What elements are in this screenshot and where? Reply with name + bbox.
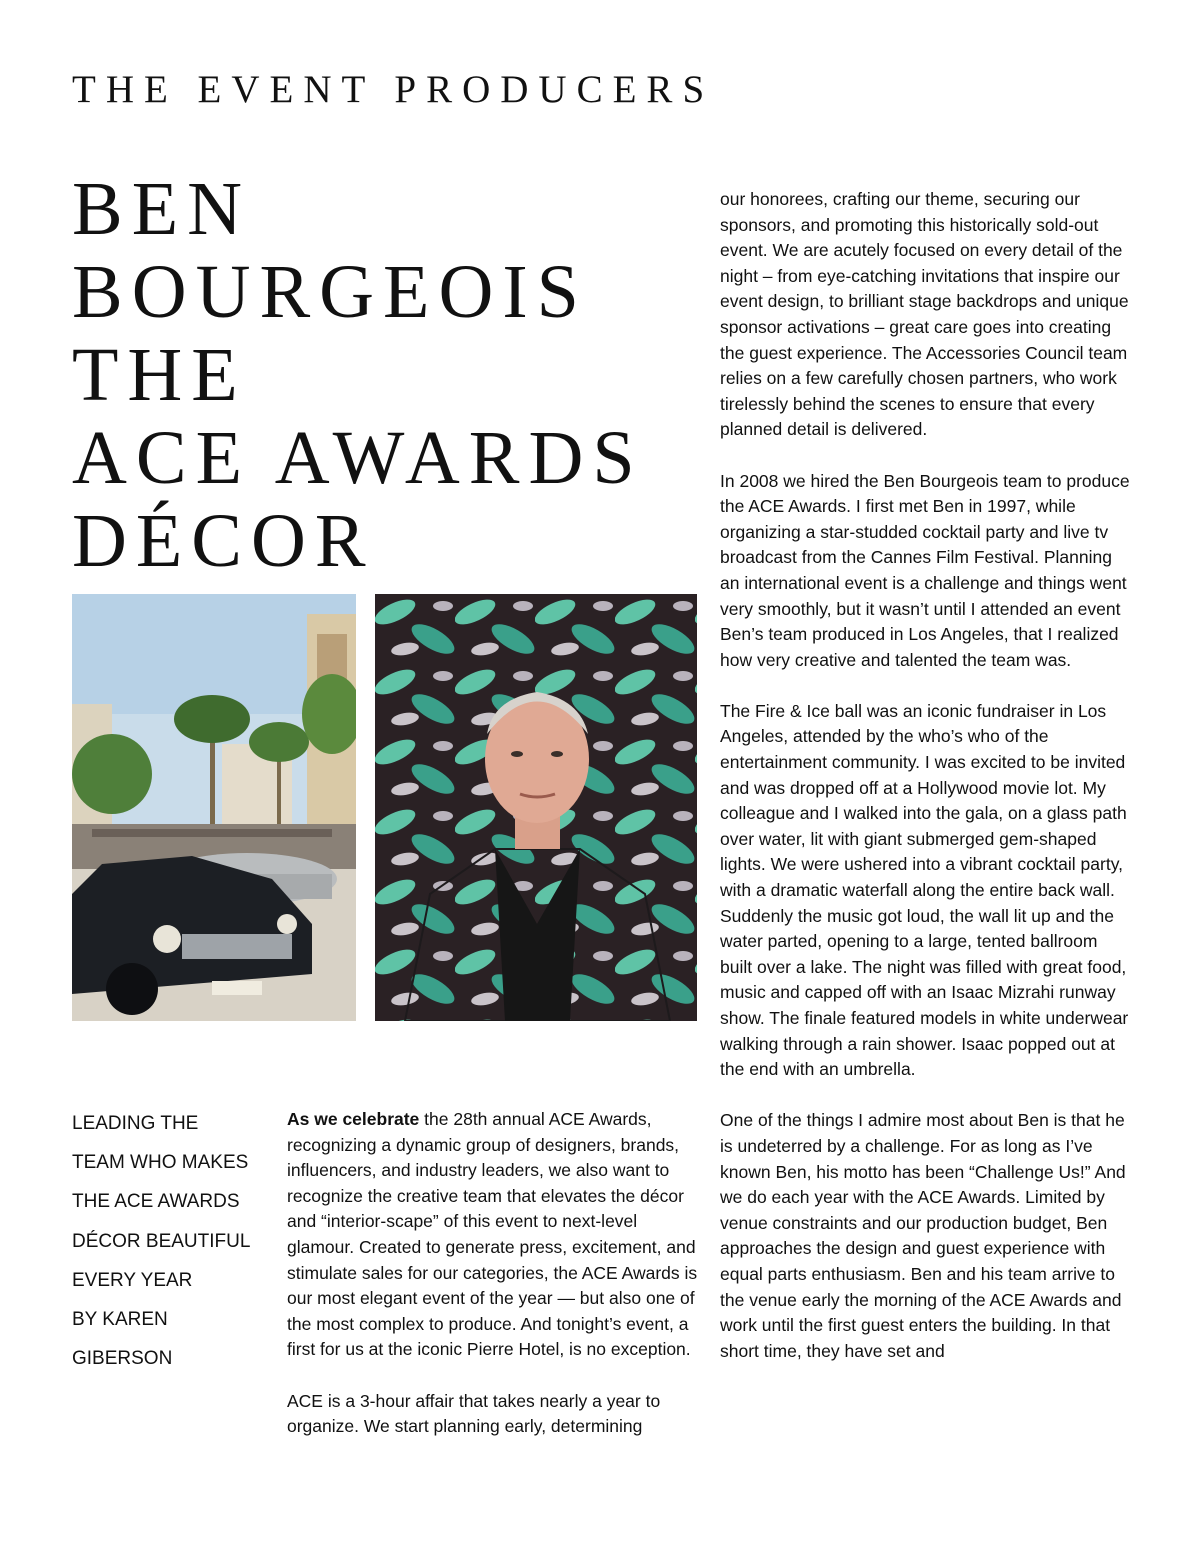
body-paragraph: ACE is a 3-hour affair that takes nearly a year to organize. We start planning early, determining	[287, 1390, 661, 1437]
headline-line: ACE AWARDS	[72, 416, 644, 500]
portrait-photo	[375, 594, 697, 1021]
body-paragraph	[287, 1107, 699, 1363]
deck-line: THE ACE AWARDS	[72, 1191, 240, 1213]
paragraph-text: the 28th annual ACE Awards, recognizing a dynamic group of designers, brands, influencers, and industry leaders, we also want to recognize the creative team that elevates the décor and “interior-scape” of this event to next-level glamour. Created to generate press, excitement, and stimulate sales for our categories, the ACE Awards is our most elegant event of the year — but also one of the most complex to produce. And tonight’s event, a first for us at the iconic Pierre Hotel, is no exception.	[287, 1109, 698, 1360]
body-paragraph: In 2008 we hired the Ben Bourgeois team to produce the ACE Awards. I first met Ben in 1997, while organizing a star-studded cocktail party and live tv broadcast from the Cannes Film Festival. Planning an international event is a challenge and things went very smoothly, but it wasn’t until I attended an event Ben’s team produced in Los Angeles, that I realized how very creative and talented the team was.	[720, 470, 1130, 670]
headline-line: BEN	[72, 167, 251, 251]
street-scene-photo	[72, 594, 356, 1021]
deck-line: LEADING THE	[72, 1113, 199, 1134]
deck-line: GIBERSON	[72, 1348, 173, 1370]
deck-line: DÉCOR BEAUTIFUL	[72, 1230, 251, 1252]
body-paragraph: The Fire & Ice ball was an iconic fundraiser in Los Angeles, attended by the who’s who of the entertainment community. I was excited to be invited and was dropped off at a Hollywood movie lot. My colleague and I walked into the gala, on a glass path over water, lit with giant submerged gem-shaped lights. We were ushered into a vibrant cocktail party, with a dramatic waterfall along the entire back wall. Suddenly the music got loud, the wall lit up and the water parted, opening to a large, tented ballroom built over a lake. The night was filled with great food, music and capped off with an Isaac Mizrahi runway show. The finale featured models in white underwear walking through a rain shower. Isaac popped out at the end with an umbrella.	[720, 700, 1129, 1080]
headline-line: DÉCOR	[72, 499, 375, 583]
body-paragraph: One of the things I admire most about Ben is that he is undeterred by a challenge. For as long as I’ve known Ben, his motto has been “Challenge Us!” And we do each year with the ACE Awards. Limited by venue constraints and our production budget, Ben approaches the design and guest experience with equal parts enthusiasm. Ben and his team arrive to the venue early the morning of the ACE Awards and work until the first guest enters the building. In that short time, they have set and	[720, 1110, 1126, 1361]
headline-line: THE	[72, 333, 247, 417]
body-column-right	[720, 187, 1132, 1390]
lead-in-text: As we celebrate	[287, 1109, 420, 1129]
section-title: THE EVENT PRODUCERS	[72, 68, 715, 111]
headline	[72, 168, 644, 583]
headline-line: BOURGEOIS	[72, 250, 588, 334]
body-paragraph: our honorees, crafting our theme, securing our sponsors, and promoting this historically sold-out event. We are acutely focused on every detail of the night – from eye-catching invitations that inspire our event design, to brilliant stage backdrops and unique sponsor activations – great care goes into creating the guest experience. The Accessories Council team relies on a few carefully chosen partners, who work tirelessly behind the scenes to ensure that every planned detail is delivered.	[720, 189, 1129, 440]
body-column-middle	[287, 1107, 699, 1465]
deck-subtitle	[72, 1104, 272, 1378]
deck-line: BY KAREN	[72, 1309, 168, 1331]
deck-line: TEAM WHO MAKES	[72, 1152, 249, 1174]
deck-line: EVERY YEAR	[72, 1269, 193, 1291]
